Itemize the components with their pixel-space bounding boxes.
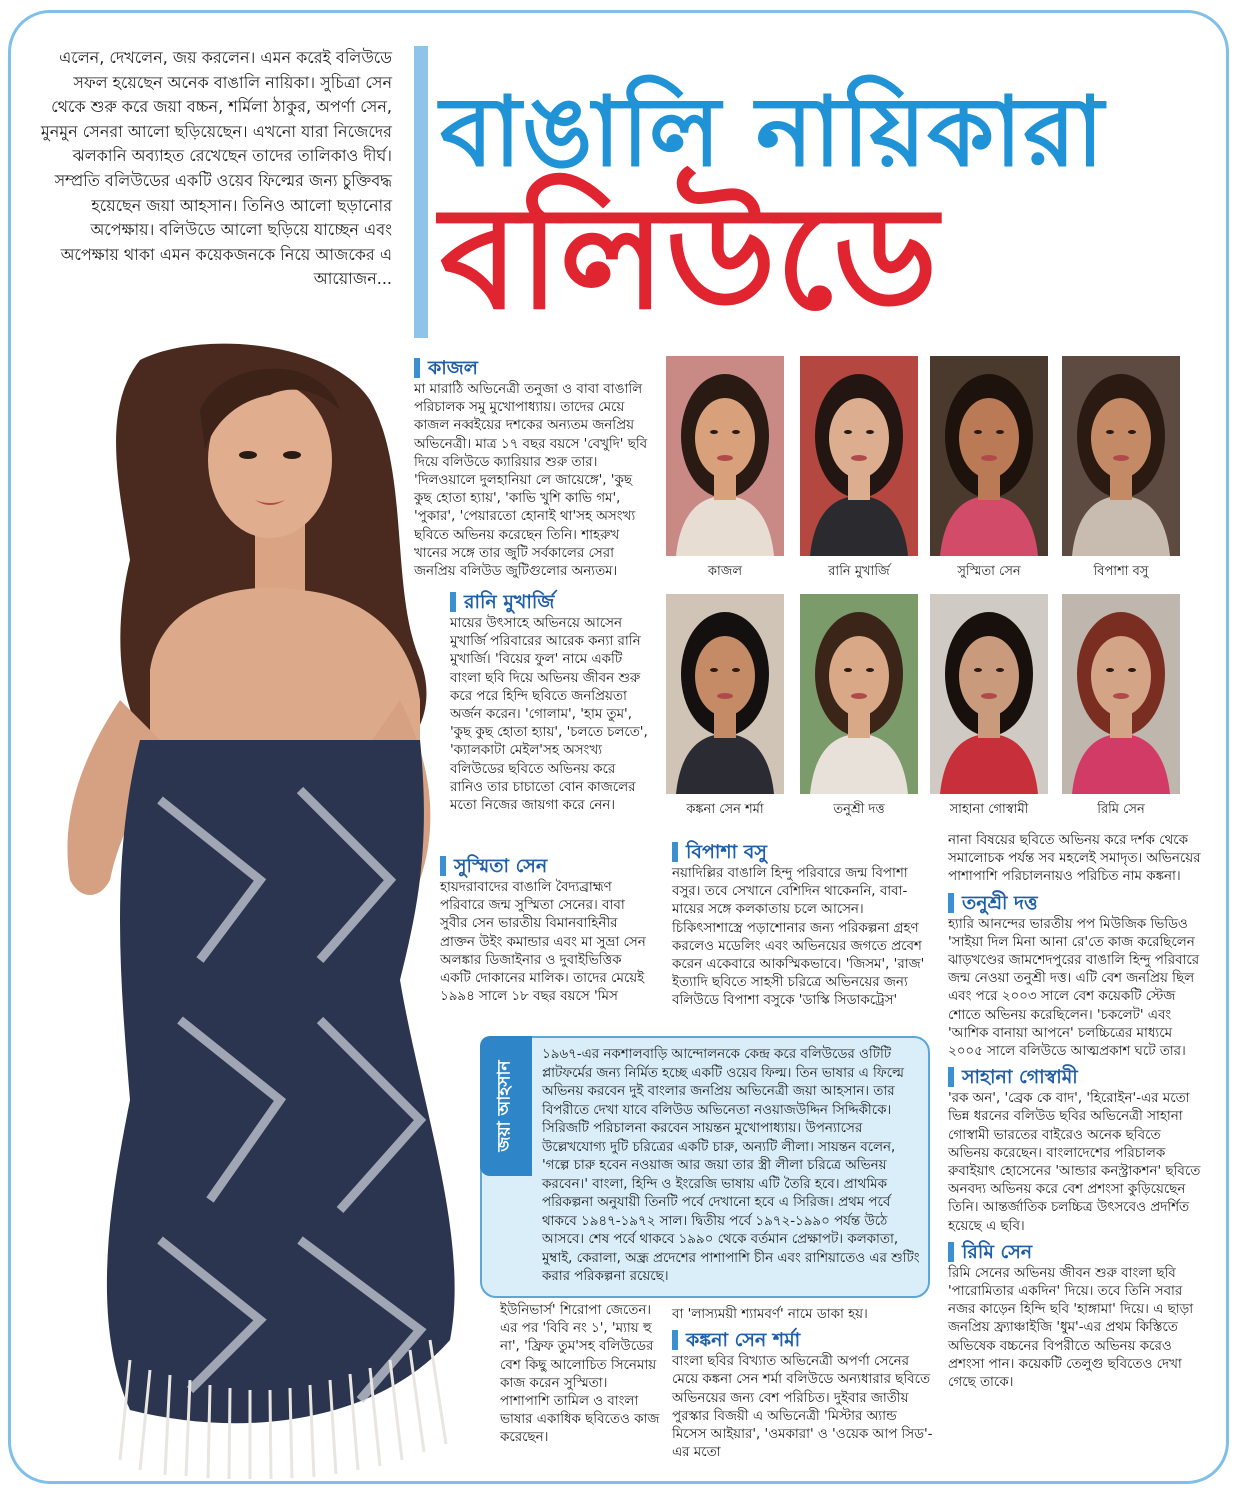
section-body-rani: মায়ের উৎসাহে অভিনয়ে আসেন মুখার্জি পরিবারের আরেক কন্যা রানি মুখার্জি। 'বিয়ের ফুল' নামে একটি বাংলা ছবি দিয়ে অভিনয় জীবন শুরু করে পরে হিন্দি ছবিতে জনপ্রিয়তা অর্জন করেন। 'গোলাম', 'হাম তুম', 'কুছ কুছ হোতা হ্যায়', 'চলতে চলতে', 'ক্যালকাটা মেইল'সহ অসংখ্য বলিউডের ছবিতে অভিনয় করে রানিও তার চাচাতো বোন কাজলের মতো নিজের জায়গা করে নেন। bbox=[450, 616, 648, 814]
portrait-card bbox=[930, 356, 1048, 583]
section-body-konkona: বাংলা ছবির বিখ্যাত অভিনেত্রী অপর্ণা সেনের মেয়ে কঙ্কনা সেন শর্মা বলিউডে অন্যধারার ছবিতে অভিনয়ের জন্য বেশ পরিচিত। দুইবার জাতীয় পুরস্কার বিজয়ী এ অভিনেত্রী 'মিস্টার অ্যান্ড মিসেস আইয়ার', 'ওমকারা' ও 'ওয়েক আপ সিড'-এর মতো bbox=[672, 1354, 933, 1461]
portrait-card bbox=[800, 594, 918, 821]
heading-marker bbox=[948, 1067, 954, 1087]
section-heading-tanushree: তনুশ্রী দত্ত bbox=[948, 893, 1202, 913]
section-body-bipasha: নয়াদিল্লির বাঙালি হিন্দু পরিবারে জন্ম বিপাশা বসুর। তবে সেখানে বেশিদিন থাকেননি, বাবা-মায়ের সঙ্গে কলকাতায় চলে আসেন। চিকিৎসাশাস্ত্রে পড়াশোনার জন্য পরিকল্পনা গ্রহণ করলেও মডেলিং এবং অভিনয়ের জগতে প্রবেশ করেন একেবারে আকস্মিকভাবে। 'জিসম', 'রাজ' ইত্যাদি ছবিতে সাহসী চরিত্রে অভিনয়ের জন্য বলিউডে বিপাশা বসুকে 'ডাস্কি সিডাকট্রেস' bbox=[672, 866, 925, 1009]
portrait-card bbox=[666, 594, 784, 821]
heading-marker bbox=[440, 856, 446, 876]
portrait-card bbox=[1062, 594, 1180, 821]
heading-marker bbox=[672, 842, 678, 862]
portrait-photo bbox=[1062, 594, 1180, 794]
section-heading-sushmita: সুস্মিতা সেন bbox=[440, 856, 654, 876]
section-body-sushmita: হায়দরাবাদের বাঙালি বৈদ্যব্রাহ্মণ পরিবারে জন্ম সুস্মিতা সেনের। বাবা সুবীর সেন ভারতীয় বিমানবাহিনীর প্রাক্তন উইং কমান্ডার এবং মা সুভ্রা সেন অলঙ্কার ডিজাইনার ও দুবাইভিত্তিক একটি দোকানের মালিক। তাদের মেয়েই ১৯৯৪ সালে ১৮ বছর বয়সে 'মিস bbox=[440, 880, 646, 1005]
heading-marker bbox=[450, 592, 456, 612]
section-body-sushmita-cont: ইউনিভার্স' শিরোপা জেতেন। এর পর 'বিবি নং ১', 'ম্যায় হু না', 'ফ্রিফ তুম'সহ বলিউডের বেশ কিছু আলোচিত সিনেমায় কাজ করেন সুস্মিতা। পাশাপাশি তামিল ও বাংলা ভাষার একাধিক ছবিতেও কাজ করেছেন। bbox=[500, 1303, 660, 1446]
section-heading-kajol: কাজল bbox=[414, 358, 650, 378]
heading-marker bbox=[672, 1330, 678, 1350]
column-konkona bbox=[672, 1306, 934, 1462]
portrait-photo bbox=[666, 356, 784, 556]
portrait-card bbox=[666, 356, 784, 583]
column-right bbox=[948, 832, 1202, 1392]
portrait-card bbox=[1062, 356, 1180, 583]
column-rani bbox=[450, 586, 650, 815]
portrait-photo bbox=[930, 356, 1048, 556]
portrait-photo bbox=[1062, 356, 1180, 556]
sidebar-body: ১৯৬৭-এর নকশালবাড়ি আন্দোলনকে কেন্দ্র করে বলিউডের ওটিটি প্লাটফর্মের জন্য নির্মিত হচ্ছে একটি ওয়েব ফিল্ম। তিন ভাষার এ ফিল্মে অভিনয় করবেন দুই বাংলার জনপ্রিয় অভিনেত্রী জয়া আহসান। তার বিপরীতে দেখা যাবে বলিউড অভিনেতা নওয়াজউদ্দিন সিদ্দিকীকে। সিরিজটি পরিচালনা করবেন সায়ন্তন মুখোপাধ্যায়। উপন্যাসের উল্লেখযোগ্য দুটি চরিত্রের একটি চারু, অন্যটি লীলা। সায়ন্তন বলেন, 'গল্পে চারু হবেন নওয়াজ আর জয়া তার স্ত্রী লীলা চরিত্রে অভিনয় করবেন।' বাংলা, হিন্দি ও ইংরেজি ভাষায় এটি তৈরি হবে। প্রাথমিক পরিকল্পনা অনুযায়ী তিনটি পর্বে দেখানো হবে এ সিরিজ। প্রথম পর্বে থাকবে ১৯৪৭-১৯৭২ সাল। দ্বিতীয় পর্বে ১৯৭২-১৯৯০ পর্যন্ত উঠে আসবে। শেষ পর্বে থাকবে ১৯৯০ থেকে বর্তমান প্রেক্ষাপট। কলকাতা, মুম্বাই, কেরালা, অন্ধ্র প্রদেশের পাশাপাশি চীন এবং রাশিয়াতেও এর শুটিং করার পরিকল্পনা রয়েছে। bbox=[542, 1047, 920, 1284]
section-body-sahana: 'রক অন', 'ব্রেক কে বাদ', 'হিরোইন'-এর মতো ভিন্ন ধরনের বলিউড ছবির অভিনেত্রী সাহানা গোস্বামী ভারতের বাইরেও অনেক ছবিতে অভিনয় করেছেন। বাংলাদেশের পরিচালক রুবাইয়াৎ হোসেনের 'আন্ডার কনস্ট্রাকশন' ছবিতে অনবদ্য অভিনয় করে বেশ প্রশংসা কুড়িয়েছেন তিনি। আন্তর্জাতিক চলচ্চিত্র উৎসবেও প্রদর্শিত হয়েছে এ ছবি। bbox=[948, 1091, 1201, 1234]
column-sushmita-cont bbox=[500, 1302, 660, 1448]
headline-line-2: বলিউডে bbox=[440, 176, 938, 341]
portrait-caption: সাহানা গোস্বামী bbox=[949, 802, 1029, 817]
portrait-photo bbox=[666, 594, 784, 794]
section-heading-rimi: রিমি সেন bbox=[948, 1242, 1202, 1262]
column-sushmita bbox=[440, 850, 654, 1006]
sidebar-tab: জয়া আহসান bbox=[480, 1036, 532, 1176]
portrait-caption: কাজল bbox=[707, 564, 743, 579]
portrait-photo bbox=[800, 356, 918, 556]
portrait-photo bbox=[800, 594, 918, 794]
portrait-caption: রানি মুখার্জি bbox=[828, 564, 890, 579]
portrait-caption: সুস্মিতা সেন bbox=[957, 564, 1021, 579]
section-body-bipasha-cont: বা 'লাস্যময়ী শ্যামবর্ণ' নামে ডাকা হয়। bbox=[672, 1307, 868, 1322]
section-heading-bipasha: বিপাশা বসু bbox=[672, 842, 934, 862]
section-body-konkona-cont: নানা বিষয়ের ছবিতে অভিনয় করে দর্শক থেকে সমালোচক পর্যন্ত সব মহলেই সমাদৃত। অভিনয়ের পাশাপাশি পরিচালনায়ও পরিচিত নাম কঙ্কনা। bbox=[948, 833, 1201, 885]
portrait-caption: বিপাশা বসু bbox=[1093, 564, 1149, 579]
section-body-tanushree: হ্যারি আনন্দের ভারতীয় পপ মিউজিক ভিডিও 'সাইয়া দিল মিনা আনা রে'তে কাজ করেছিলেন ঝাড়খণ্ডের জামশেদপুরের বাঙালি হিন্দু পরিবারে জন্ম নেওয়া তনুশ্রী দত্ত। এটি বেশ জনপ্রিয় ছিল এবং পরে ২০০৩ সালে বেশ কয়েকটি স্টেজ শোতে অভিনয় করেছিলেন। 'চকলেট' এবং 'আশিক বানায়া আপনে' চলচ্চিত্রের মাধ্যমে ২০০৫ সালে বলিউডে আত্মপ্রকাশ ঘটে তার। bbox=[948, 916, 1200, 1060]
section-heading-sahana: সাহানা গোস্বামী bbox=[948, 1067, 1202, 1087]
section-heading-rani: রানি মুখার্জি bbox=[450, 592, 650, 612]
column-bipasha bbox=[672, 836, 934, 1011]
heading-marker bbox=[414, 358, 420, 378]
portrait-photo bbox=[930, 594, 1048, 794]
section-body-rimi: রিমি সেনের অভিনয় জীবন শুরু বাংলা ছবি 'পারোমিতার একদিন' দিয়ে। তবে তিনি সবার নজর কাড়েন হিন্দি ছবি 'হাঙ্গামা' দিয়ে। এ ছাড়া জনপ্রিয় ফ্র্যাঞ্চাইজি 'ধুম'-এর প্রথম কিস্তিতে অভিষেক বচ্চনের বিপরীতে অভিনয় করেও প্রশংসা পান। কয়েকটি তেলুগু ছবিতেও দেখা গেছে তাকে। bbox=[948, 1265, 1194, 1391]
section-body-kajol: মা মারাঠি অভিনেত্রী তনুজা ও বাবা বাঙালি পরিচালক সমু মুখোপাধ্যায়। তাদের মেয়ে কাজল নব্বইয়ের দশকের অন্যতম জনপ্রিয় অভিনেত্রী। মাত্র ১৭ বছর বয়সে 'বেখুদি' ছবি দিয়ে বলিউডে ক্যারিয়ার শুরু তার। 'দিলওয়ালে দুলহানিয়া লে জায়েঙ্গে', 'কুছ কুছ হোতা হ্যায়', 'কাভি খুশি কাভি গম', 'পুকার', 'পেয়ারতো হোনাই থা'সহ অসংখ্য ছবিতে অভিনয় করেছেন তিনি। শাহরুখ খানের সঙ্গে তার জুটি সর্বকালের সেরা জনপ্রিয় বলিউড জুটিগুলোর অন্যতম। bbox=[414, 382, 648, 580]
portrait-caption: রিমি সেন bbox=[1097, 802, 1145, 817]
portrait-card bbox=[800, 356, 918, 583]
intro-paragraph: এলেন, দেখলেন, জয় করলেন। এমন করেই বলিউডে সফল হয়েছেন অনেক বাঙালি নায়িকা। সুচিত্রা সেন থেকে শুরু করে জয়া বচ্চন, শর্মিলা ঠাকুর, অপর্ণা সেন, মুনমুন সেনরা আলো ছড়িয়েছেন। এখনো যারা নিজেদের ঝলকানি অব্যাহত রেখেছেন তাদের তালিকাও দীর্ঘ। সম্প্রতি বলিউডের একটি ওয়েব ফিল্মের জন্য চুক্তিবদ্ধ হয়েছেন জয়া আহসান। তিনিও আলো ছড়ানোর অপেক্ষায়। বলিউডে আলো ছড়িয়ে যাচ্ছেন এবং অপেক্ষায় থাকা এমন কয়েকজনকে নিয়ে আজকের এ আয়োজন... bbox=[40, 48, 392, 289]
portrait-caption: তনুশ্রী দত্ত bbox=[833, 802, 885, 817]
portrait-card bbox=[930, 594, 1048, 821]
section-heading-konkona: কঙ্কনা সেন শর্মা bbox=[672, 1330, 934, 1350]
hero-photo bbox=[0, 340, 470, 1480]
heading-marker bbox=[948, 893, 954, 913]
title-rule bbox=[414, 46, 428, 338]
headline-line-1: বাঙালি নায়িকারা bbox=[440, 76, 1105, 188]
column-left bbox=[414, 352, 650, 581]
portrait-caption: কঙ্কনা সেন শর্মা bbox=[686, 802, 764, 817]
heading-marker bbox=[948, 1242, 954, 1262]
